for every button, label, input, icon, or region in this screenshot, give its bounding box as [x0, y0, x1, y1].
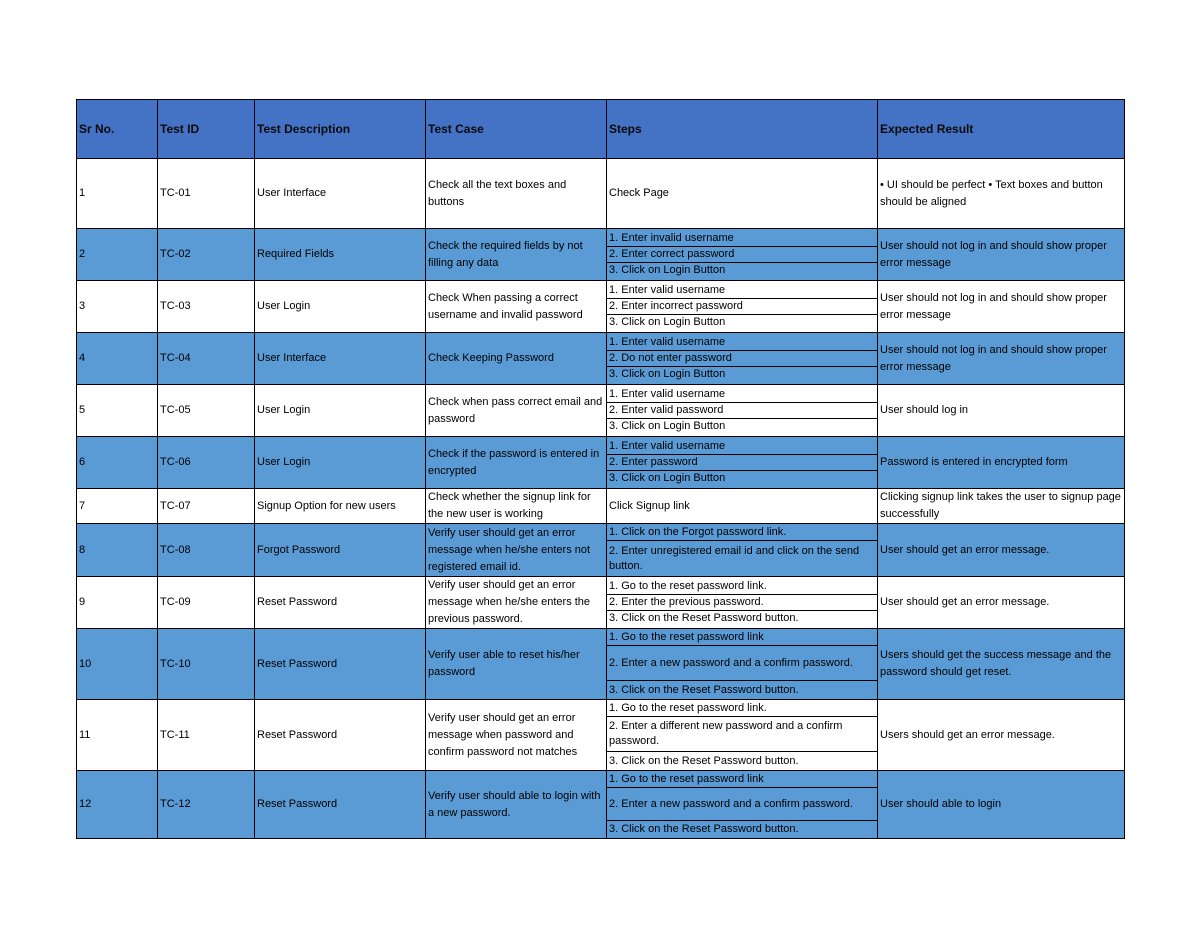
- cell-test-id: TC-12: [158, 771, 255, 839]
- cell-steps: [607, 577, 878, 629]
- step-item: 3. Click on the Reset Password button.: [609, 823, 799, 835]
- cell-test-description: User Interface: [255, 333, 426, 385]
- cell-steps: [607, 229, 878, 281]
- table-row: [77, 771, 1125, 839]
- step-item: 1. Go to the reset password link.: [607, 579, 877, 595]
- step-item: 1. Go to the reset password link.: [607, 700, 877, 717]
- step-item: 2. Enter a new password and a confirm password.: [607, 646, 877, 681]
- cell-expected-result: User should able to login: [878, 771, 1125, 839]
- cell-test-id: TC-11: [158, 700, 255, 771]
- cell-sr-no: 9: [77, 577, 158, 629]
- cell-test-id: TC-08: [158, 524, 255, 577]
- header-test-case: Test Case: [426, 100, 607, 159]
- header-steps: Steps: [607, 100, 878, 159]
- cell-test-id: TC-10: [158, 629, 255, 700]
- step-item: 1. Enter valid username: [607, 283, 877, 299]
- cell-expected-result: User should get an error message.: [878, 577, 1125, 629]
- header-test-id: Test ID: [158, 100, 255, 159]
- step-item: 1. Enter invalid username: [607, 231, 877, 247]
- step-item: 2. Enter a different new password and a confirm password.: [607, 717, 877, 752]
- table-row: [77, 629, 1125, 700]
- header-expected-result: Expected Result: [878, 100, 1125, 159]
- cell-steps: [607, 700, 878, 771]
- cell-sr-no: 5: [77, 385, 158, 437]
- cell-expected-result: User should not log in and should show proper error message: [878, 229, 1125, 281]
- cell-test-description: Reset Password: [255, 629, 426, 700]
- cell-test-id: TC-06: [158, 437, 255, 489]
- cell-steps: [607, 629, 878, 700]
- step-item: 2. Enter password: [607, 455, 877, 471]
- step-item: 3. Click on the Reset Password button.: [609, 754, 799, 767]
- cell-test-id: TC-02: [158, 229, 255, 281]
- table-row: [77, 577, 1125, 629]
- cell-test-case: Check when pass correct email and password: [426, 385, 607, 437]
- cell-expected-result: User should not log in and should show proper error message: [878, 333, 1125, 385]
- step-item: 2. Enter correct password: [607, 247, 877, 263]
- cell-test-description: Reset Password: [255, 700, 426, 771]
- step-item: 1. Enter valid username: [607, 387, 877, 403]
- cell-test-id: TC-09: [158, 577, 255, 629]
- cell-test-id: TC-05: [158, 385, 255, 437]
- cell-test-description: Reset Password: [255, 771, 426, 839]
- cell-test-description: Forgot Password: [255, 524, 426, 577]
- step-item: 2. Enter incorrect password: [607, 299, 877, 315]
- step-item: 1. Go to the reset password link: [607, 771, 877, 788]
- step-item: 3. Click on Login Button: [609, 264, 726, 276]
- cell-expected-result: Users should get an error message.: [878, 700, 1125, 771]
- cell-test-description: User Login: [255, 437, 426, 489]
- table-body: [77, 159, 1125, 839]
- cell-test-case: Check whether the signup link for the new user is working: [426, 489, 607, 524]
- cell-test-description: Signup Option for new users: [255, 489, 426, 524]
- cell-sr-no: 3: [77, 281, 158, 333]
- cell-test-case: Verify user should get an error message when he/she enters not registered email id.: [426, 524, 607, 577]
- cell-steps: [607, 771, 878, 839]
- step-item: 2. Enter valid password: [607, 403, 877, 419]
- step-item: 2. Do not enter password: [607, 351, 877, 367]
- cell-test-description: Required Fields: [255, 229, 426, 281]
- header-sr-no: Sr No.: [77, 100, 158, 159]
- table-row: [77, 159, 1125, 229]
- step-item: 2. Enter a new password and a confirm password.: [607, 788, 877, 821]
- cell-test-case: Check the required fields by not filling any data: [426, 229, 607, 281]
- table-row: [77, 437, 1125, 489]
- test-case-table: [76, 99, 1125, 839]
- cell-sr-no: 8: [77, 524, 158, 577]
- cell-test-description: User Login: [255, 281, 426, 333]
- table-row: [77, 385, 1125, 437]
- cell-test-case: Verify user able to reset his/her password: [426, 629, 607, 700]
- cell-sr-no: 2: [77, 229, 158, 281]
- step-item: 1. Enter valid username: [607, 439, 877, 455]
- cell-steps: [607, 524, 878, 577]
- cell-test-description: User Login: [255, 385, 426, 437]
- table-row: [77, 489, 1125, 524]
- cell-sr-no: 12: [77, 771, 158, 839]
- cell-test-description: User Interface: [255, 159, 426, 229]
- cell-expected-result: User should not log in and should show proper error message: [878, 281, 1125, 333]
- cell-sr-no: 6: [77, 437, 158, 489]
- step-item: 3. Click on Login Button: [609, 368, 726, 380]
- cell-test-case: Check When passing a correct username and invalid password: [426, 281, 607, 333]
- cell-steps: [607, 281, 878, 333]
- cell-expected-result: User should log in: [878, 385, 1125, 437]
- cell-test-id: TC-01: [158, 159, 255, 229]
- step-item: 1. Go to the reset password link: [607, 629, 877, 646]
- cell-sr-no: 7: [77, 489, 158, 524]
- cell-sr-no: 1: [77, 159, 158, 229]
- table-row: [77, 333, 1125, 385]
- cell-expected-result: Users should get the success message and the password should get reset.: [878, 629, 1125, 700]
- step-item: 1. Click on the Forgot password link.: [607, 524, 877, 541]
- cell-expected-result: Password is entered in encrypted form: [878, 437, 1125, 489]
- cell-sr-no: 4: [77, 333, 158, 385]
- header-row: [77, 100, 1125, 159]
- step-item: 2. Enter the previous password.: [607, 595, 877, 611]
- step-item: 3. Click on the Reset Password button.: [609, 683, 799, 696]
- cell-test-case: Check Keeping Password: [426, 333, 607, 385]
- cell-test-id: TC-03: [158, 281, 255, 333]
- cell-test-id: TC-07: [158, 489, 255, 524]
- table-row: [77, 281, 1125, 333]
- cell-test-id: TC-04: [158, 333, 255, 385]
- cell-expected-result: User should get an error message.: [878, 524, 1125, 577]
- table-row: [77, 524, 1125, 577]
- step-item: 3. Click on the Reset Password button.: [609, 612, 799, 624]
- step-item: Click Signup link: [609, 499, 690, 512]
- step-item: 3. Click on Login Button: [609, 420, 726, 432]
- cell-sr-no: 11: [77, 700, 158, 771]
- cell-steps: [607, 159, 878, 229]
- cell-test-case: Verify user should get an error message when password and confirm password not matches: [426, 700, 607, 771]
- cell-steps: [607, 385, 878, 437]
- cell-test-case: Check if the password is entered in encrypted: [426, 437, 607, 489]
- cell-test-description: Reset Password: [255, 577, 426, 629]
- cell-steps: [607, 333, 878, 385]
- step-item: Check Page: [609, 187, 669, 199]
- cell-test-case: Verify user should get an error message when he/she enters the previous password.: [426, 577, 607, 629]
- step-item: 3. Click on Login Button: [609, 316, 726, 328]
- cell-steps: [607, 437, 878, 489]
- cell-expected-result: Clicking signup link takes the user to signup page successfully: [878, 489, 1125, 524]
- step-item: 2. Enter unregistered email id and click on the send button.: [609, 544, 860, 572]
- step-item: 3. Click on Login Button: [609, 472, 726, 484]
- step-item: 1. Enter valid username: [607, 335, 877, 351]
- table-row: [77, 700, 1125, 771]
- header-test-description: Test Description: [255, 100, 426, 159]
- cell-test-case: Check all the text boxes and buttons: [426, 159, 607, 229]
- cell-test-case: Verify user should able to login with a new password.: [426, 771, 607, 839]
- cell-sr-no: 10: [77, 629, 158, 700]
- table-row: [77, 229, 1125, 281]
- cell-steps: [607, 489, 878, 524]
- cell-expected-result: • UI should be perfect • Text boxes and button should be aligned: [878, 159, 1125, 229]
